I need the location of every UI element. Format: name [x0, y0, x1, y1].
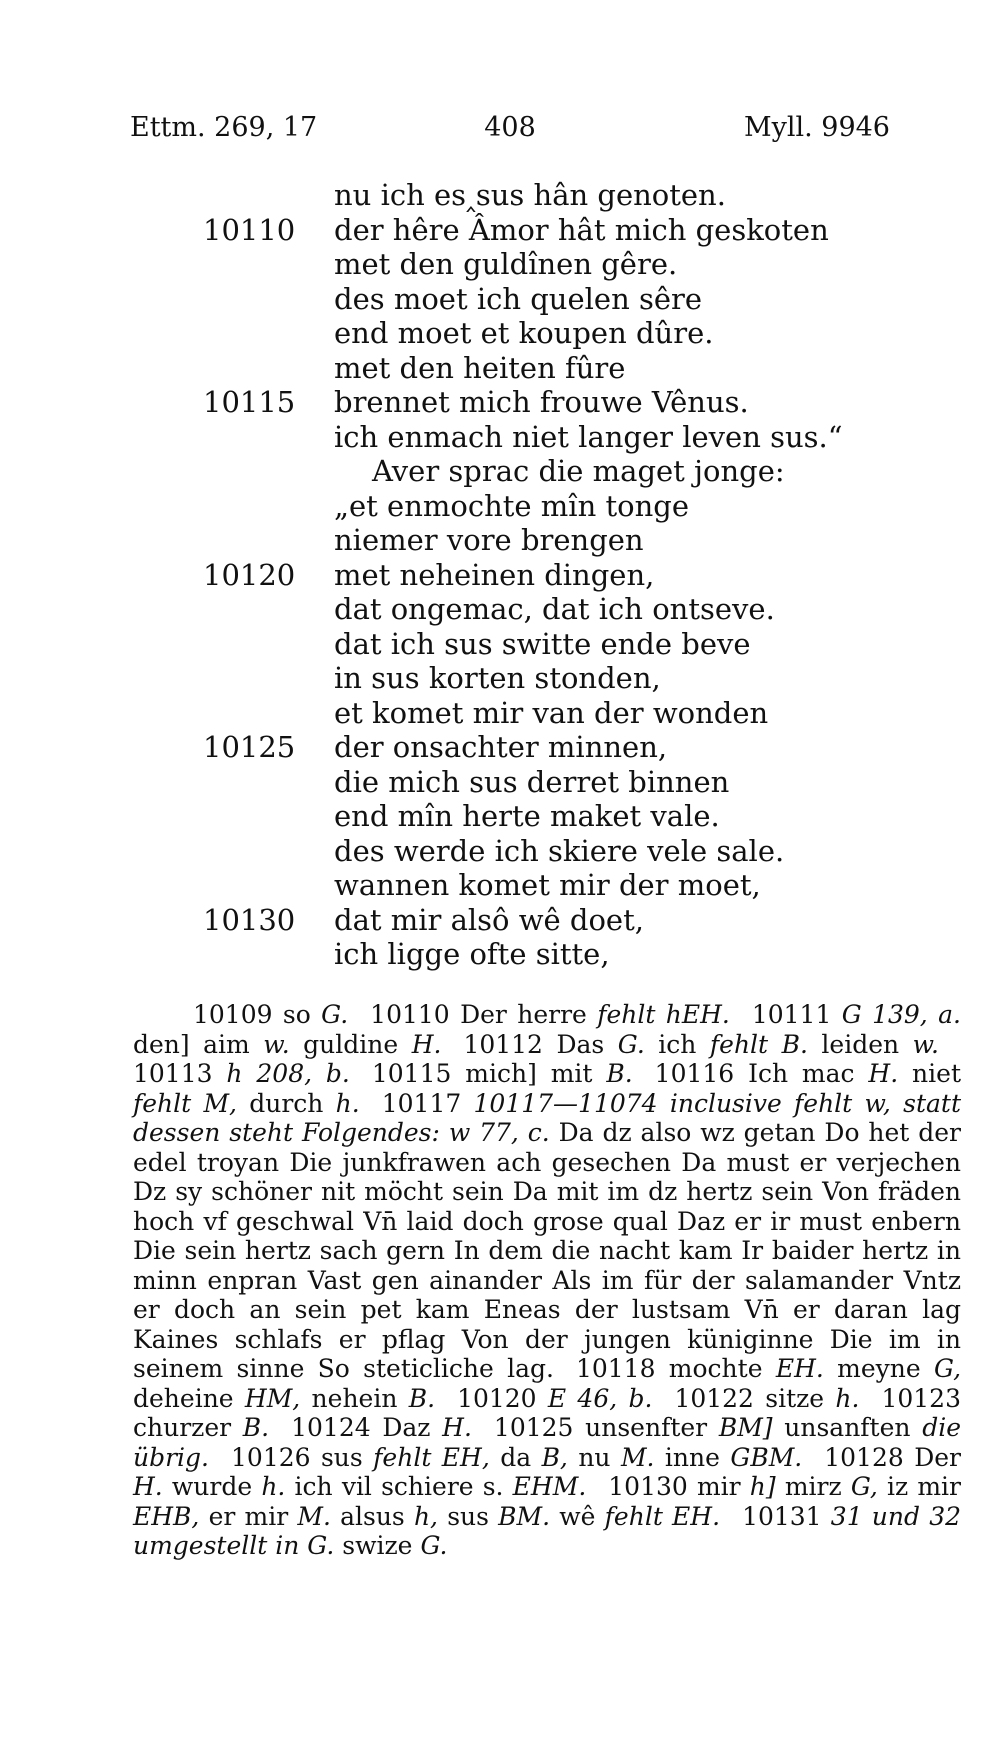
- note-italic-segment: B.: [242, 1413, 270, 1442]
- note-segment: Da dz also wz getan Do het der edel troyan Die junkfrawen ach gesechen Da must er verjechen Dz sy schöner nit möcht sein Da mit im dz hertz sein Von fräden hoch vf geschwal Vn̄ laid doch grose qual Daz er ir must enbern Die sein hertz sach gern In dem die nacht kam Ir baider hertz in minn enpran Vast gen ainander Als im für der salamander Vntz er doch an sein pet kam Eneas der lustsam Vn̄ er daran lag Kaines schlafs er pflag Von der jungen küniginne Die im in seinem sinne So steticliche lag.: [133, 1118, 961, 1383]
- note-italic-segment: fehlt B.: [709, 1029, 808, 1059]
- note-italic-segment: B.: [408, 1383, 436, 1413]
- verse-line: [0, 178, 1000, 213]
- verse-line-text: met neheinen dingen,: [334, 557, 655, 592]
- note-italic-segment: EH.: [775, 1354, 824, 1383]
- verse-line-text: die mich sus derret binnen: [334, 764, 730, 799]
- verse-line: [0, 903, 1000, 938]
- verse-line-text: niemer vore brengen: [334, 523, 644, 557]
- verse-line-text: Aver sprac die maget jonge:: [372, 454, 785, 488]
- verse-number: 10130: [203, 902, 296, 937]
- verse-line-text: wannen komet mir der moet,: [334, 868, 761, 902]
- note-segment: guldine: [289, 1029, 412, 1059]
- note-italic-segment: G.: [617, 1029, 645, 1059]
- note-italic-segment: w.: [912, 1029, 940, 1059]
- verse-line-text: brennet mich frouwe Vênus.: [334, 385, 749, 419]
- note-segment: wê: [550, 1501, 605, 1531]
- note-italic-segment: HM,: [244, 1383, 301, 1413]
- note-italic-segment: M.: [297, 1501, 331, 1531]
- running-header: [130, 112, 890, 152]
- verse-line-text: et komet mir van der wonden: [334, 695, 769, 730]
- note-segment: nehein: [300, 1383, 409, 1413]
- note-segment: nu: [567, 1442, 621, 1472]
- verse-number: 10115: [203, 385, 296, 419]
- note-italic-segment: BM]: [718, 1413, 773, 1442]
- verse-line-text: der onsachter minnen,: [334, 730, 668, 764]
- note-italic-segment: G,: [933, 1354, 962, 1383]
- note-italic-segment: H.: [442, 1413, 472, 1442]
- note-italic-segment: E 46, b.: [547, 1383, 653, 1413]
- verse-line-text: end moet et koupen dûre.: [334, 316, 714, 350]
- verse-line: [0, 868, 1000, 903]
- note-segment: da: [489, 1442, 542, 1472]
- verse-line-text: in sus korten stonden,: [334, 661, 661, 695]
- verse-line-text: dat ich sus switte ende beve: [334, 626, 751, 661]
- note-italic-segment: G.: [321, 1000, 349, 1029]
- verse-text: [0, 178, 1000, 972]
- verse-line: [0, 799, 1000, 834]
- note-segment: niet: [898, 1059, 961, 1088]
- verse-number: 10125: [203, 730, 296, 764]
- note-segment: 10113: [133, 1059, 227, 1088]
- verse-line-text: end mîn herte maket vale.: [334, 799, 720, 833]
- verse-line: [0, 834, 1000, 869]
- verse-number: 10110: [203, 212, 296, 247]
- note-segment: 10130 mir: [608, 1472, 750, 1501]
- verse-line-text: der hêre Âmor hât mich geskoten: [334, 212, 829, 247]
- verse-line-text: des moet ich quelen sêre: [334, 281, 703, 316]
- verse-line: [0, 558, 1000, 593]
- note-segment: 10115 mich] mit: [371, 1059, 607, 1088]
- verse-line-text: met den guldînen gêre.: [334, 247, 678, 281]
- apparatus-notes: [133, 1000, 961, 1561]
- note-italic-segment: EHB,: [133, 1501, 200, 1531]
- note-segment: 10128 Der: [824, 1442, 961, 1472]
- note-segment: ich: [644, 1029, 710, 1059]
- verse-line: [0, 351, 1000, 386]
- note-italic-segment: EHM.: [512, 1472, 587, 1501]
- note-segment: 10125 unsenfter: [493, 1413, 719, 1442]
- verse-line-text: met den heiten fûre: [334, 350, 626, 385]
- note-segment: meyne: [823, 1354, 934, 1383]
- note-segment: swize: [334, 1531, 421, 1560]
- note-segment: 10116 Ich mac: [654, 1059, 869, 1088]
- verse-line-text: ich enmach niet langer leven sus.“: [334, 419, 843, 454]
- note-segment: 10131: [742, 1501, 831, 1531]
- note-italic-segment: w.: [263, 1029, 290, 1059]
- note-segment: mirz: [775, 1472, 851, 1501]
- note-italic-segment: fehlt M,: [133, 1088, 237, 1118]
- note-italic-segment: H.: [868, 1059, 899, 1088]
- note-segment: 10118 mochte: [575, 1354, 776, 1383]
- verse-line: [0, 627, 1000, 662]
- note-segment: 10120: [457, 1383, 548, 1413]
- verse-line: [0, 765, 1000, 800]
- note-segment: ich vil schiere s.: [285, 1472, 513, 1501]
- verse-line: [0, 213, 1000, 248]
- note-segment: 10117: [381, 1088, 474, 1118]
- page-number: 408: [484, 112, 536, 143]
- verse-line-text: nu ich es‸sus hân genoten.: [334, 178, 726, 212]
- verse-line: [0, 523, 1000, 558]
- verse-number: 10120: [203, 557, 296, 592]
- note-segment: inne: [654, 1442, 731, 1472]
- note-segment: 10122 sitze: [674, 1383, 836, 1413]
- verse-line: [0, 661, 1000, 696]
- note-segment: wurde: [162, 1472, 262, 1501]
- note-italic-segment: h.: [261, 1472, 286, 1501]
- note-italic-segment: fehlt hEH.: [597, 1000, 730, 1029]
- note-segment: unsanften: [772, 1413, 923, 1442]
- note-italic-segment: B,: [541, 1442, 568, 1472]
- note-italic-segment: H.: [133, 1472, 163, 1501]
- note-segment: 10126 sus: [231, 1442, 374, 1472]
- critical-apparatus: [133, 1000, 961, 1561]
- header-right-reference: Myll. 9946: [743, 112, 890, 143]
- note-italic-segment: G 139, a.: [841, 1000, 961, 1029]
- verse-line-text: ich ligge ofte sitte,: [334, 937, 610, 971]
- note-segment: durch: [237, 1088, 336, 1118]
- note-segment: deheine: [133, 1383, 245, 1413]
- note-italic-segment: G.: [420, 1531, 448, 1560]
- note-segment: leiden: [807, 1029, 913, 1059]
- note-segment: alsus: [330, 1501, 414, 1531]
- note-segment: 10111: [751, 1000, 842, 1029]
- note-segment: 10110 Der herre: [370, 1000, 598, 1029]
- verse-line: [0, 696, 1000, 731]
- verse-line: [0, 937, 1000, 972]
- verse-line-text: dat ongemac, dat ich ontseve.: [334, 592, 775, 626]
- verse-line: [0, 282, 1000, 317]
- verse-line: [0, 247, 1000, 282]
- note-segment: 10123 churzer: [133, 1383, 961, 1442]
- note-italic-segment: M.: [620, 1442, 655, 1472]
- note-segment: 10124 Daz: [291, 1413, 443, 1442]
- verse-line: [0, 730, 1000, 765]
- note-segment: 10109 so: [193, 1000, 322, 1029]
- note-italic-segment: B.: [606, 1059, 633, 1088]
- note-segment: den] aim: [133, 1029, 264, 1059]
- note-italic-segment: fehlt EH.: [604, 1501, 721, 1531]
- verse-line: [0, 316, 1000, 351]
- verse-line: [0, 420, 1000, 455]
- note-italic-segment: 10117—11074 inclusive fehlt w, statt dessen steht Folgendes: w 77, c.: [133, 1088, 961, 1147]
- note-italic-segment: fehlt EH,: [373, 1442, 490, 1472]
- verse-line: [0, 454, 1000, 489]
- note-italic-segment: G,: [850, 1472, 878, 1501]
- verse-line: [0, 489, 1000, 524]
- note-italic-segment: GBM.: [730, 1442, 803, 1472]
- note-italic-segment: H.: [411, 1029, 442, 1059]
- verse-line-text: des werde ich skiere vele sale.: [334, 833, 785, 868]
- verse-line: [0, 592, 1000, 627]
- note-italic-segment: h]: [749, 1472, 776, 1501]
- verse-line-text: dat mir alsô wê doet,: [334, 902, 644, 937]
- note-italic-segment: h.: [335, 1088, 360, 1118]
- note-segment: sus: [438, 1501, 499, 1531]
- note-segment: 10112 Das: [463, 1029, 618, 1059]
- note-italic-segment: 31 und 32 umgestellt in G.: [133, 1501, 962, 1560]
- note-italic-segment: h,: [413, 1501, 439, 1531]
- header-left-reference: Ettm. 269, 17: [130, 112, 318, 143]
- note-italic-segment: die übrig.: [133, 1413, 961, 1472]
- verse-line-text: „et enmochte mîn tonge: [334, 488, 689, 523]
- note-italic-segment: BM.: [498, 1501, 551, 1531]
- note-italic-segment: h 208, b.: [226, 1059, 350, 1088]
- verse-line: [0, 385, 1000, 420]
- note-italic-segment: h.: [835, 1383, 860, 1413]
- note-segment: iz mir: [877, 1472, 961, 1501]
- note-segment: er mir: [199, 1501, 298, 1531]
